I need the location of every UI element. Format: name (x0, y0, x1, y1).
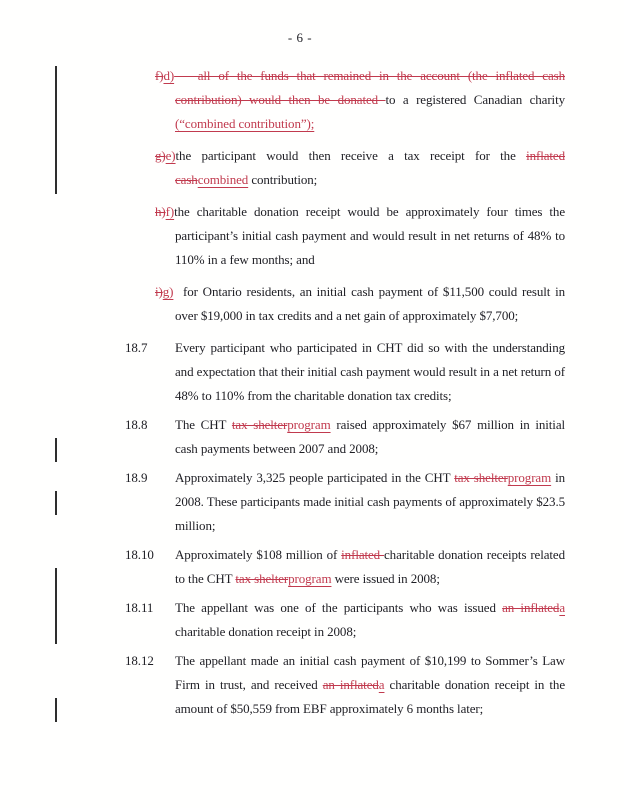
inserted-text: program (507, 470, 552, 485)
deleted-text: g) (155, 148, 166, 163)
body-text: to a registered Canadian charity (385, 92, 565, 107)
body-text: were issued in 2008; (331, 571, 440, 586)
inserted-text: program (288, 571, 332, 586)
body-text: The appellant was one of the participants who was issued (175, 600, 503, 615)
page-number: - 6 - (287, 30, 313, 45)
inserted-text: f) (165, 204, 175, 219)
numbered-paragraph (125, 543, 565, 591)
body-text: for Ontario residents, an initial cash payment of $11,500 could result in over $19,000 in tax credits and a net gain of approximately $7,700; (173, 284, 565, 323)
inserted-text: e) (165, 148, 176, 163)
body-text: The CHT (175, 417, 232, 432)
deleted-text: tax shelter (231, 417, 288, 432)
body-text: raised approximately $67 million in initial cash payments between 2007 and 2008; (175, 417, 566, 456)
body-text: contribution; (248, 172, 318, 187)
deleted-text: an inflated (502, 600, 560, 615)
paragraph-number: 18.9 (125, 470, 148, 485)
paragraph-number: 18.10 (125, 547, 154, 562)
body-text: charitable donation receipt in the amount of $50,559 from EBF approximately 6 months later; (175, 677, 565, 716)
paragraph-number: 18.8 (125, 417, 148, 432)
deleted-text: an inflated (322, 677, 379, 692)
sub-item (155, 64, 565, 136)
inserted-text: g) (162, 284, 174, 299)
inserted-text: a (559, 600, 566, 615)
inserted-text: d) (163, 68, 175, 83)
numbered-paragraph (125, 413, 566, 461)
sub-item (155, 280, 565, 328)
numbered-paragraph (125, 336, 565, 408)
deleted-text: inflated (341, 547, 384, 562)
deleted-text: tax shelter (235, 571, 289, 586)
numbered-paragraph (125, 649, 565, 721)
document-body (0, 64, 624, 726)
sub-item (155, 200, 565, 272)
inserted-text: a (378, 677, 385, 692)
body-text: The appellant made an initial cash payment of $10,199 to Sommer’s Law Firm in trust, and received (175, 653, 565, 692)
deleted-text: inflated cash (175, 148, 565, 187)
body-text: Every participant who participated in CHT did so with the understanding and expectation that their initial cash payment would result in a net return of 48% to 110% from the charitable donation tax credits; (175, 340, 565, 403)
body-text: charitable donation receipts related to the CHT (175, 547, 565, 586)
deleted-text: f) (155, 68, 164, 83)
deleted-text: i) (155, 284, 163, 299)
inserted-text: program (287, 417, 331, 432)
deleted-text: h) (155, 204, 166, 219)
numbered-paragraph (125, 596, 566, 644)
body-text: Approximately 3,325 people participated in the CHT (175, 470, 455, 485)
deleted-text: all of the funds that remained in the account (the inflated cash contribution) would then be donated (174, 68, 565, 107)
paragraph-number: 18.7 (125, 340, 148, 355)
paragraph-number: 18.12 (125, 653, 154, 668)
inserted-text: (“combined contribution”); (175, 116, 315, 131)
numbered-paragraph (125, 466, 566, 538)
body-text: the charitable donation receipt would be approximately four times the participant’s initial cash payment and would result in net returns of 48% to 110% in a few months; and (174, 204, 565, 267)
inserted-text: combined (197, 172, 249, 187)
paragraph-number: 18.11 (125, 600, 154, 615)
deleted-text: tax shelter (454, 470, 508, 485)
body-text: in 2008. These participants made initial cash payments of approximately $23.5 million; (175, 470, 566, 533)
body-text: the participant would then receive a tax receipt for the (175, 148, 527, 163)
body-text: Approximately $108 million of (175, 547, 342, 562)
body-text: charitable donation receipt in 2008; (175, 624, 357, 639)
sub-item (155, 144, 565, 192)
